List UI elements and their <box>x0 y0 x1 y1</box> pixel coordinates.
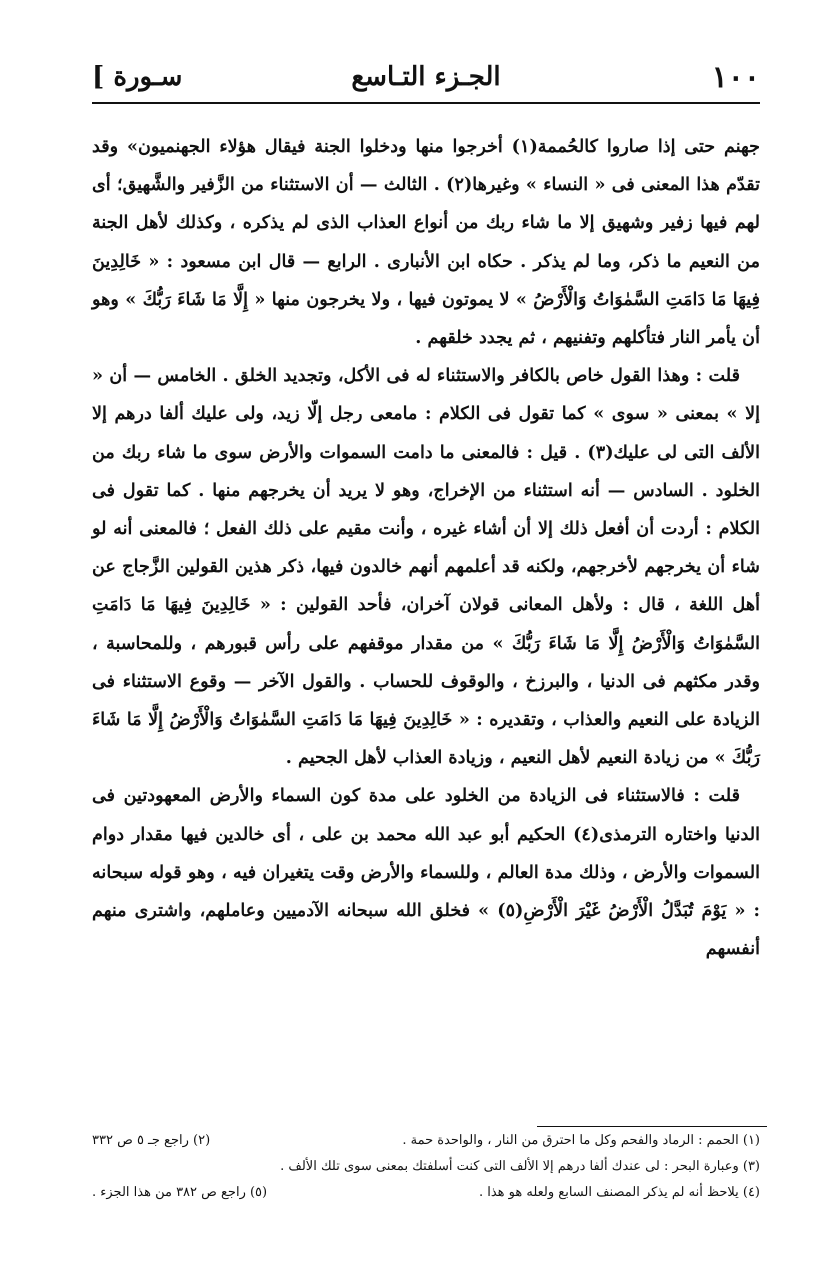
footnote-row <box>92 1180 760 1206</box>
main-text <box>92 128 760 968</box>
footnote-divider <box>537 1126 767 1127</box>
part-title: الجـزء التـاسع <box>351 62 501 92</box>
paragraph: قلت : وهذا القول خاص بالكافر والاستثناء له فى الأكل، وتجديد الخلق . الخامس — أن « إلا » بمعنى « سوى » كما تقول فى الكلام : مامعى رجل إلّا زيد، ولى عليك ألفا درهم إلا الألف التى لى عليك(٣) . قيل : فالمعنى ما دامت السموات والأرض سوى ما شاء ربك من الخلود . السادس — أنه استثناء من الإخراج، وهو لا يريد أن يخرجهم منها . كما تقول فى الكلام : أردت أن أفعل ذلك إلا أن أشاء غيره ، وأنت مقيم على ذلك الفعل ؛ فالمعنى أنه لو شاء أن يخرجهم لأخرجهم، ولكنه قد أعلمهم أنهم خالدون فيها، ذكر هذين القولين الزَّجاج عن أهل اللغة ، قال : ولأهل المعانى قولان آخران، فأحد القولين : « خَالِدِينَ فِيهَا مَا دَامَتِ السَّمٰوَاتُ وَالْأَرْضُ إِلَّا مَا شَاءَ رَبُّكَ » من مقدار موقفهم على رأس قبورهم ، وللمحاسبة ، وقدر مكثهم فى الدنيا ، والبرزخ ، والوقوف للحساب . والقول الآخر — وقوع الاستثناء فى الزيادة على النعيم والعذاب ، وتقديره : « خَالِدِينَ فِيهَا مَا دَامَتِ السَّمٰوَاتُ وَالْأَرْضُ إِلَّا مَا شَاءَ رَبُّكَ » من زيادة النعيم لأهل النعيم ، وزيادة العذاب لأهل الجحيم . <box>92 365 760 769</box>
footnote: (٤) يلاحظ أنه لم يذكر المصنف السابع ولعله هو هذا . <box>478 1185 760 1200</box>
page-number: ١٠٠ <box>711 60 760 95</box>
footnote: (٣) وعبارة البحر : لى عندك ألفا درهم إلا الألف التى كنت أسلفتك بمعنى سوى تلك الألف . <box>280 1159 760 1174</box>
paragraph: جهنم حتى إذا صاروا كالحُممة(١) أخرجوا منها ودخلوا الجنة فيقال هؤلاء الجهنميون» وقد تقدّم هذا المعنى فى « النساء » وغيرها(٢) . الثالث — أن الاستثناء من الزَّفير والشَّهيق؛ أى لهم فيها زفير وشهيق إلا ما شاء ربك من أنواع العذاب الذى لم يذكره ، وكذلك لأهل الجنة من النعيم ما ذكر، وما لم يذكر . حكاه ابن الأنبارى . الرابع — قال ابن مسعود : « خَالِدِينَ فِيهَا مَا دَامَتِ السَّمٰوَاتُ وَالْأَرْضُ » لا يموتون فيها ، ولا يخرجون منها « إِلَّا مَا شَاءَ رَبُّكَ » وهو أن يأمر النار فتأكلهم وتفنيهم ، ثم يجدد خلقهم . <box>92 136 760 349</box>
footnotes <box>92 1128 760 1206</box>
footnote: (٥) راجع ص ٣٨٢ من هذا الجزء . <box>92 1185 268 1200</box>
surah-label: سـورة ] <box>92 62 183 92</box>
footnote: (١) الحمم : الرماد والفحم وكل ما احترق من النار ، والواحدة حمة . <box>402 1133 760 1148</box>
footnote-row <box>92 1154 760 1180</box>
page-header <box>92 58 760 104</box>
footnote: (٢) راجع جـ ٥ ص ٣٣٢ <box>92 1133 211 1148</box>
footnote-row <box>92 1128 760 1154</box>
paragraph: قلت : فالاستثناء فى الزيادة من الخلود على مدة كون السماء والأرض المعهودتين فى الدنيا واختاره الترمذى(٤) الحكيم أبو عبد الله محمد بن على ، أى خالدين فيها مقدار دوام السموات والأرض ، وذلك مدة العالم ، وللسماء والأرض وقت يتغيران فيه ، وهو قوله سبحانه : « يَوْمَ تُبَدَّلُ الْأَرْضُ غَيْرَ الْأَرْضِ(٥) » فخلق الله سبحانه الآدميين وعاملهم، واشترى منهم أنفسهم <box>92 785 761 960</box>
